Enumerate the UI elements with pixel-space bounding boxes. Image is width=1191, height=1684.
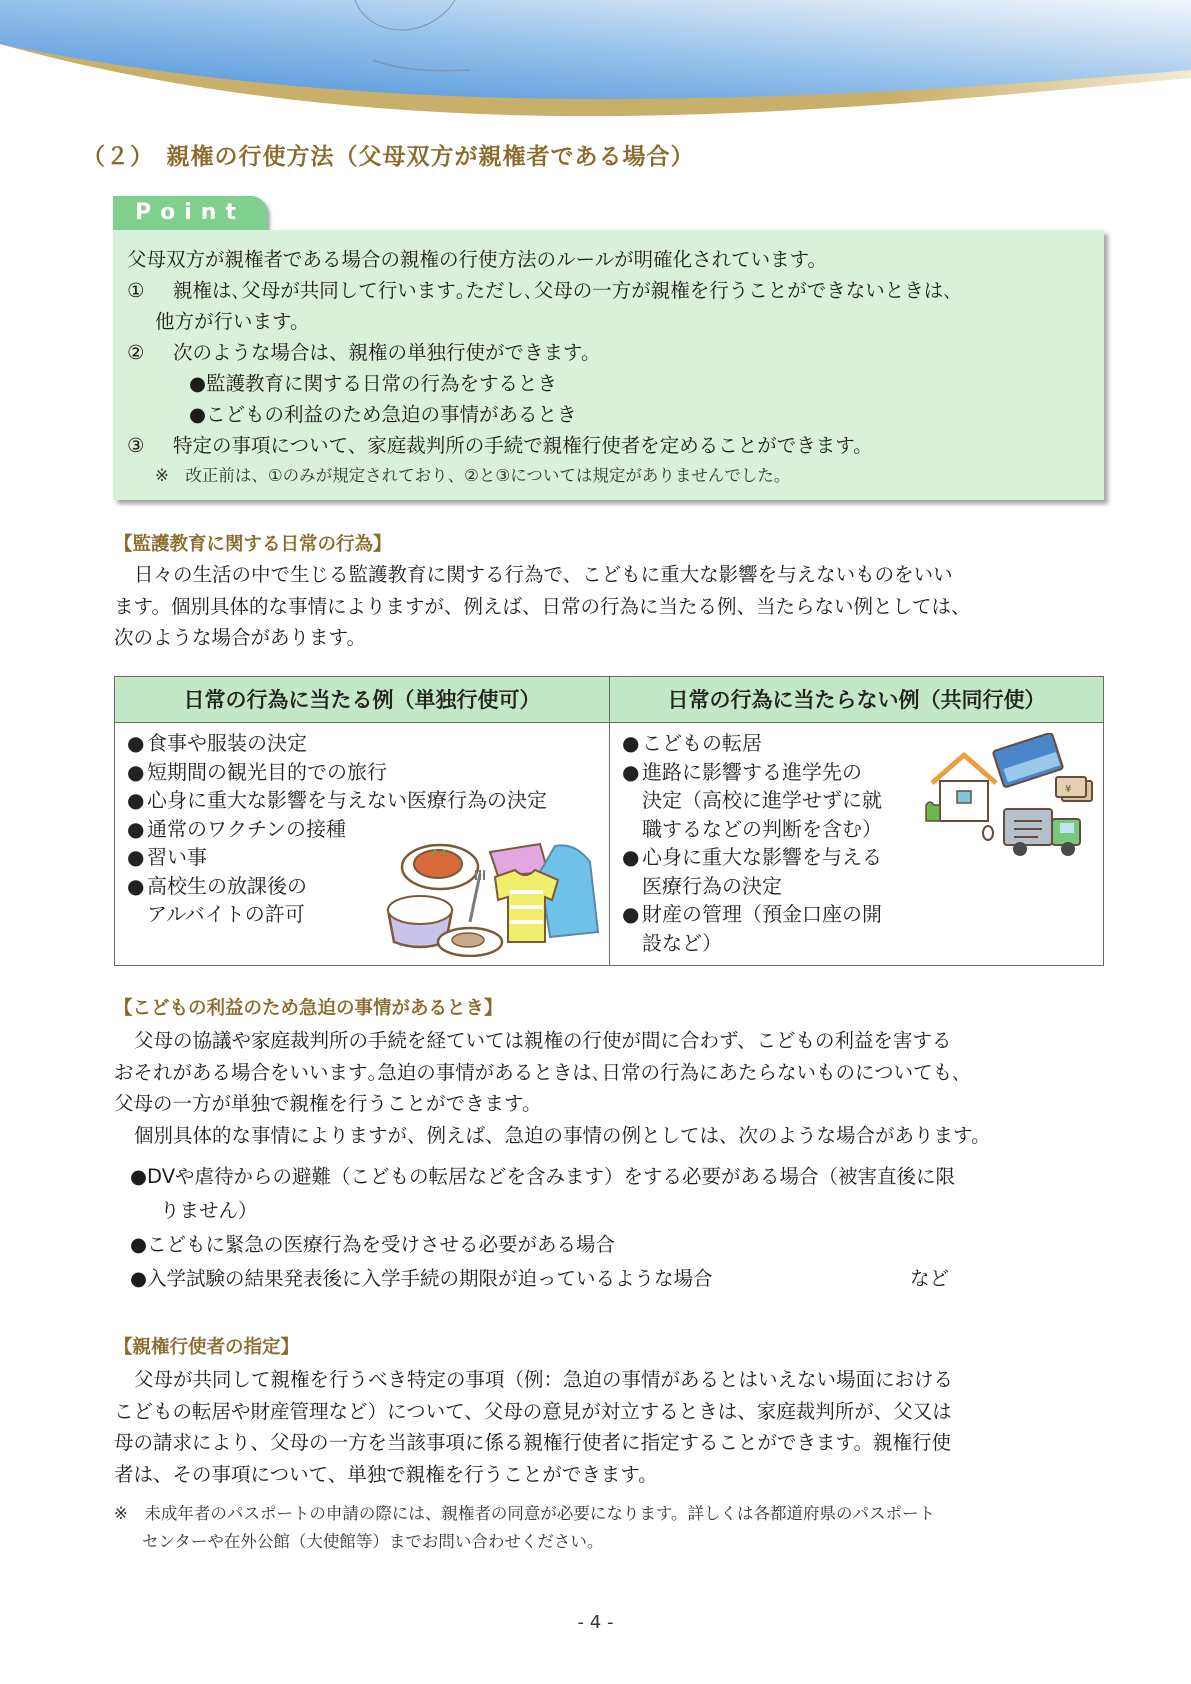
header-banner: [0, 0, 1191, 120]
etc-label: など: [910, 1267, 950, 1290]
point-box: [113, 230, 1104, 500]
urgent-paragraph: [114, 1025, 1104, 1151]
para-line: ます。個別具体的な事情によりますが、例えば、日常の行為に当たる例、当たらない例としては、: [114, 594, 971, 618]
list-item: ● 習い事: [127, 845, 207, 869]
list-item: ● 心身に重大な影響を与える: [622, 845, 882, 869]
footnote: [114, 1500, 935, 1556]
list-item: ● 進路に影響する進学先の: [622, 759, 862, 784]
item-number: ②: [127, 341, 145, 364]
footnote-line: ※ 未成年者のパスポートの申請の際には、親権者の同意が必要になります。詳しくは各都道府県のパスポート: [114, 1504, 936, 1523]
designation-paragraph: [114, 1364, 1104, 1490]
subheading-daily-acts: 【監護教育に関する日常の行為】: [114, 534, 392, 555]
page-number: - 4 -: [577, 1612, 614, 1633]
para-line: 父母が共同して親権を行うべき特定の事項（例：急迫の事情があるとはいえない場面における: [134, 1368, 954, 1391]
daily-acts-paragraph: [114, 559, 1104, 654]
table-header-sole: 日常の行為に当たる例（単独行使可）: [115, 677, 609, 723]
point-tab: Point: [113, 196, 267, 230]
para-line: 者は、その事項について、単独で親権を行うことができます。: [114, 1462, 658, 1486]
list-item: ● 短期間の観光目的での旅行: [127, 759, 387, 784]
item-number: ①: [127, 279, 145, 302]
para-line: 母の請求により、父母の一方を当該事項に係る親権行使者に指定することができます。親権行使: [114, 1431, 951, 1454]
subheading-urgent: 【こどもの利益のため急迫の事情があるとき】: [114, 998, 503, 1019]
list-item-cont: 決定（高校に進学せずに就: [642, 788, 882, 812]
subheading-designation: 【親権行使者の指定】: [114, 1337, 300, 1358]
para-line: 個別具体的な事情によりますが、例えば、急迫の事情の例としては、次のような場合があります。: [134, 1123, 991, 1147]
para-line: 父母の一方が単独で親権を行うことができます。: [114, 1092, 542, 1115]
point-item-2-bullet: ●こどもの利益のため急迫の事情があるとき: [189, 403, 577, 426]
house-bankbook-truck-illustration: [922, 733, 1097, 863]
list-item-cont: 設など）: [642, 930, 722, 955]
svg-text:¥: ¥: [1065, 784, 1072, 795]
list-item: ● こどもの転居: [622, 731, 762, 755]
table-column-sole: [115, 677, 610, 965]
point-note: ※ 改正前は、①のみが規定されており、②と③については規定がありませんでした。: [155, 466, 791, 485]
point-item-1-cont: 他方が行います。: [155, 310, 310, 333]
list-item-cont: アルバイトの許可: [147, 902, 305, 926]
para-line: 父母の協議や家庭裁判所の手続を経ていては親権の行使が間に合わず、こどもの利益を害する: [134, 1029, 952, 1052]
para-line: こどもの転居や財産管理など）について、父母の意見が対立するときは、家庭裁判所が、父又は: [114, 1399, 952, 1423]
food-and-clothes-illustration: [380, 832, 605, 957]
table-header-joint: 日常の行為に当たらない例（共同行使）: [610, 677, 1103, 723]
list-item-cont: 医療行為の決定: [642, 873, 782, 898]
point-item-2-bullet: ●監護教育に関する日常の行為をするとき: [189, 372, 558, 395]
list-item-cont: 職するなどの判断を含む）: [642, 816, 882, 841]
urgent-cases-list: [130, 1160, 1105, 1296]
list-item: ●入学試験の結果発表後に入学手続の期限が迫っているような場合 など: [130, 1262, 1105, 1296]
list-item: ●こどもに緊急の医療行為を受けさせる必要がある場合: [130, 1233, 616, 1256]
examples-table: [114, 676, 1104, 966]
list-item: ● 通常のワクチンの接種: [127, 816, 346, 841]
list-item: ● 心身に重大な影響を与えない医療行為の決定: [127, 788, 547, 812]
para-line: 次のような場合があります。: [114, 626, 366, 649]
item-number: ③: [127, 434, 145, 457]
footnote-line: センターや在外公館（大使館等）までお問い合わせください。: [142, 1532, 604, 1551]
para-line: 日々の生活の中で生じる監護教育に関する行為で、こどもに重大な影響を与えないものをいい: [134, 563, 953, 586]
list-item: ● 食事や服装の決定: [127, 731, 307, 755]
list-item: ●DVや虐待からの避難（こどもの転居などを含みます）をする必要がある場合（被害直後に限: [130, 1165, 956, 1188]
point-item-1: 親権は､父母が共同して行います｡ただし､父母の一方が親権を行うことができないときは､: [173, 279, 954, 302]
point-item-3: 特定の事項について、家庭裁判所の手続で親権行使者を定めることができます。: [173, 434, 873, 457]
list-item: ● 財産の管理（預金口座の開: [622, 902, 882, 926]
table-column-joint: [610, 677, 1103, 965]
list-item-cont: りません）: [160, 1199, 258, 1222]
list-item: ● 高校生の放課後の: [127, 873, 307, 898]
para-line: おそれがある場合をいいます｡急迫の事情があるときは､日常の行為にあたらないものについても､: [114, 1060, 962, 1084]
section-title: （２） 親権の行使方法（父母双方が親権者である場合）: [82, 144, 695, 170]
point-item-2: 次のような場合は、親権の単独行使ができます。: [173, 341, 601, 364]
point-intro: 父母双方が親権者である場合の親権の行使方法のルールが明確化されています。: [127, 248, 828, 271]
